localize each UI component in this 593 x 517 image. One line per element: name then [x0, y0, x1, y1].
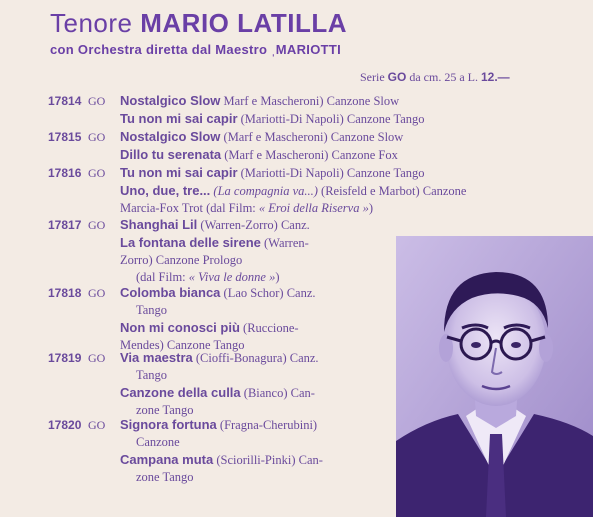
record-number: 17816	[48, 166, 82, 180]
song-details: Marf e Mascheroni) Canzone Slow	[220, 94, 400, 108]
song-details: (Lao Schor) Canz.	[220, 286, 316, 300]
singer-portrait-photo	[396, 236, 593, 517]
record-entry	[48, 128, 403, 164]
record-entry	[48, 284, 316, 354]
song-details: (Cioffi-Bonagura) Canz.	[192, 351, 319, 365]
song-title: Signora fortuna	[120, 417, 217, 432]
record-number: 17817	[48, 218, 82, 232]
song-title: Colomba bianca	[120, 285, 221, 300]
song-title: Tu non mi sai capir	[120, 111, 238, 126]
song-details: (Reisfeld e Marbot) Canzone	[317, 184, 467, 198]
song-details: Tango	[136, 368, 168, 382]
series-code: GO	[88, 418, 106, 432]
song-title: Via maestra	[120, 350, 193, 365]
song-details: (Warren-Zorro) Canz.	[197, 218, 310, 232]
song-details: Marcia-Fox Trot (dal Film:	[120, 201, 259, 215]
record-number: 17818	[48, 286, 82, 300]
song-details: Mendes) Canzone Tango	[120, 338, 245, 352]
record-entry	[48, 349, 319, 419]
title-prefix: Tenore	[50, 8, 133, 38]
song-details: Zorro) Canzone Prologo	[120, 253, 243, 267]
song-details: zone Tango	[136, 470, 194, 484]
song-details: Canzone	[136, 435, 180, 449]
serie-label: Serie	[360, 70, 385, 84]
song-details: (dal Film:	[136, 270, 189, 284]
series-code: GO	[88, 94, 106, 108]
film-title: « Viva le donne »	[188, 270, 276, 284]
portrait-illustration	[396, 236, 593, 517]
serie-size: da cm. 25 a L.	[409, 70, 478, 84]
song-title: Dillo tu serenata	[120, 147, 222, 162]
series-code: GO	[88, 218, 106, 232]
page-subtitle: con Orchestra diretta dal Maestro ˌMARIOTTI	[50, 42, 342, 57]
song-title: Tu non mi sai capir	[120, 165, 238, 180]
song-title: Shanghai Lil	[120, 217, 198, 232]
song-details: (Sciorilli-Pinki) Can-	[213, 453, 323, 467]
song-details: (Warren-	[260, 236, 309, 250]
song-details: (Mariotti-Di Napoli) Canzone Tango	[237, 112, 425, 126]
serie-info	[360, 70, 510, 85]
series-code: GO	[88, 166, 106, 180]
song-title: Uno, due, tre...	[120, 183, 211, 198]
title-name: MARIO LATILLA	[140, 8, 347, 38]
series-code: GO	[88, 351, 106, 365]
song-details: (Fragna-Cherubini)	[216, 418, 318, 432]
record-number: 17814	[48, 94, 82, 108]
song-title: Nostalgico Slow	[120, 93, 221, 108]
song-details: (Marf e Mascheroni) Canzone Fox	[221, 148, 398, 162]
song-title: Non mi conosci più	[120, 320, 240, 335]
song-details: (Bianco) Can-	[240, 386, 315, 400]
song-subtitle: (La compagnia va...)	[210, 184, 318, 198]
page-title	[50, 8, 347, 39]
film-title: « Eroi della Riserva »	[258, 201, 369, 215]
song-title: Canzone della culla	[120, 385, 241, 400]
record-entry	[48, 164, 466, 217]
record-number: 17819	[48, 351, 82, 365]
song-title: Nostalgico Slow	[120, 129, 221, 144]
series-code: GO	[88, 130, 106, 144]
record-number: 17815	[48, 130, 82, 144]
song-title: Campana muta	[120, 452, 214, 467]
serie-code: GO	[387, 70, 407, 84]
song-details: (Marf e Mascheroni) Canzone Slow	[220, 130, 404, 144]
song-details: (Mariotti-Di Napoli) Canzone Tango	[237, 166, 425, 180]
serie-price: 12.—	[480, 70, 510, 84]
record-entry	[48, 416, 323, 486]
series-code: GO	[88, 286, 106, 300]
song-title: La fontana delle sirene	[120, 235, 261, 250]
record-entry	[48, 92, 425, 128]
song-details: zone Tango	[136, 403, 194, 417]
record-number: 17820	[48, 418, 82, 432]
song-details: Tango	[136, 303, 168, 317]
song-details: )	[368, 201, 374, 215]
record-entry	[48, 216, 310, 286]
song-details: (Ruccione-	[239, 321, 299, 335]
song-details: )	[275, 270, 280, 284]
